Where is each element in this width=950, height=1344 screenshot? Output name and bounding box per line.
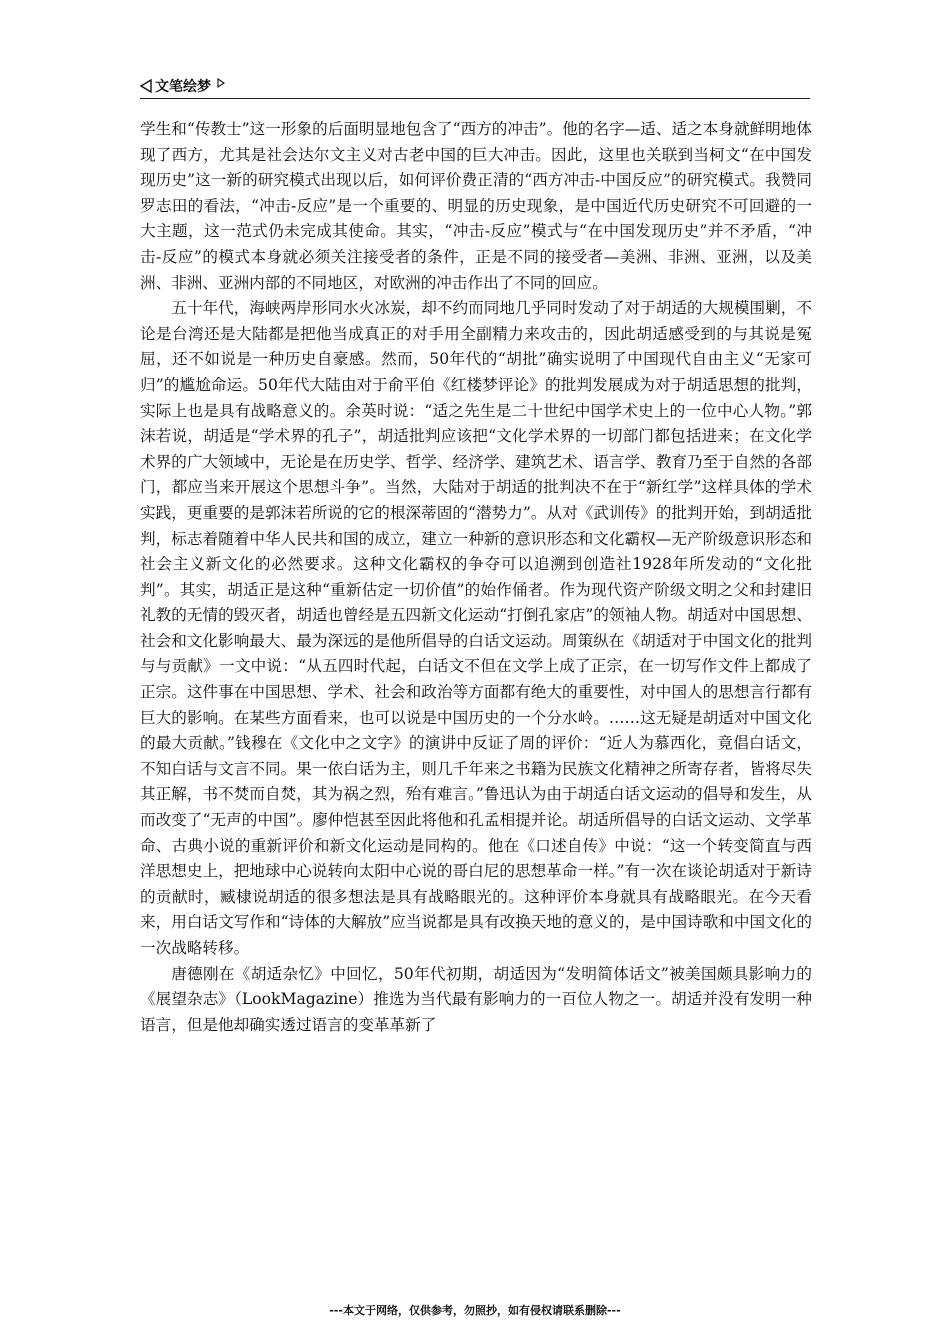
paragraph-2: 五十年代，海峡两岸形同水火冰炭，却不约而同地几乎同时发动了对于胡适的大规模围剿，不论是台湾还是大陆都是把他当成真正的对手用全副精力来攻击的，因此胡适感受到的与其说是冤屈，还不如说是一种历史自豪感。然而，50年代的“胡批”确实说明了中国现代自由主义“无家可归”的尴尬命运。50年代大陆由对于俞平伯《红楼梦评论》的批判发展成为对于胡适思想的批判，实际上也是具有战略意义的。余英时说：“适之先生是二十世纪中国学术史上的一位中心人物。”郭沫若说，胡适是“学术界的孔子”，胡适批判应该把“文化学术界的一切部门都包括进来；在文化学术界的广大领域中，无论是在历史学、哲学、经济学、建筑艺术、语言学、教育乃至于自然的各部门，都应当来开展这个思想斗争”。当然，大陆对于胡适的批判决不在于“新红学”这样具体的学术实践，更重要的是郭沫若所说的它的根深蒂固的“潜势力”。从对《武训传》的批判开始，到胡适批判，标志着随着中华人民共和国的成立，建立一种新的意识形态和文化霸权—无产阶级意识形态和社会主义新文化的必然要求。这种文化霸权的争夺可以追溯到创造社1928年所发动的“文化批判”。其实，胡适正是这种“重新估定一切价值”的始作俑者。作为现代资产阶级文明之父和封建旧礼教的无情的毁灭者，胡适也曾经是五四新文化运动“打倒孔家店”的领袖人物。胡适对中国思想、社会和文化影响最大、最为深远的是他所倡导的白话文运动。周策纵在《胡适对于中国文化的批判与与贡献》一文中说：“从五四时代起，白话文不但在文学上成了正宗，在一切写作文件上都成了正宗。这件事在中国思想、学术、社会和政治等方面都有绝大的重要性，对中国人的思想言行都有巨大的影响。在某些方面看来，也可以说是中国历史的一个分水岭。……这无疑是胡适对中国文化的最大贡献。”钱穆在《文化中之文字》的演讲中反证了周的评价：“近人为慕西化，竟倡白话文，不知白话与文言不同。果一依白话为主，则几千年来之书籍为民族文化精神之所寄存者，皆将尽失其正解，书不焚而自焚，其为祸之烈，殆有难言。”鲁迅认为由于胡适白话文运动的倡导和发生，从而改变了“无声的中国”。廖仲恺甚至因此将他和孔孟相提并论。胡适所倡导的白话文运动、文学革命、古典小说的重新评价和新文化运动是同构的。他在《口述自传》中说：“这一个转变简直与西洋思想史上，把地球中心说转向太阳中心说的哥白尼的思想革命一样。”有一次在谈论胡适对于新诗的贡献时，臧棣说胡适的很多想法是具有战略眼光的。这种评价本身就具有战略眼光。在今天看来，用白话文写作和“诗体的大解放”应当说都是具有改换天地的意义的，是中国诗歌和中国文化的一次战略转移。: [140, 299, 812, 957]
footer-disclaimer: ---本文于网络，仅供参考，勿照抄，如有侵权请联系删除---: [329, 1304, 621, 1317]
header-logo-text: 文笔绘梦: [155, 79, 211, 95]
article-body: [140, 117, 812, 1038]
paragraph-1: 学生和“传教士”这一形象的后面明显地包含了“西方的冲击”。他的名字—适、适之本身就鲜明地体现了西方，尤其是社会达尔文主义对古老中国的巨大冲击。因此，这里也关联到当柯文“在中国发现历史”这一新的研究模式出现以后，如何评价费正清的“西方冲击-中国反应”的研究模式。我赞同罗志田的看法，“冲击-反应”是一个重要的、明显的历史现象，是中国近代历史研究不可回避的一大主题，这一范式仍未完成其使命。其实，“冲击-反应”模式与“在中国发现历史”并不矛盾，“冲击-反应”的模式本身就必须关注接受者的条件，正是不同的接受者—美洲、非洲、亚洲，以及美洲、非洲、亚洲内部的不同地区，对欧洲的冲击作出了不同的回应。: [140, 120, 812, 292]
right-triangle-outline-icon: [217, 78, 225, 88]
paragraph-3: 唐德刚在《胡适杂忆》中回忆，50年代初期，胡适因为“发明简体话文”被美国颇具影响力的《展望杂志》（LookMagazine）推选为当代最有影响力的一百位人物之一。胡适并没有发明一种语言，但是他却确实透过语言的变革革新了: [140, 964, 812, 1034]
header-logo: [140, 76, 225, 96]
page-header: [140, 72, 810, 99]
left-triangle-outline-icon: [140, 79, 152, 93]
